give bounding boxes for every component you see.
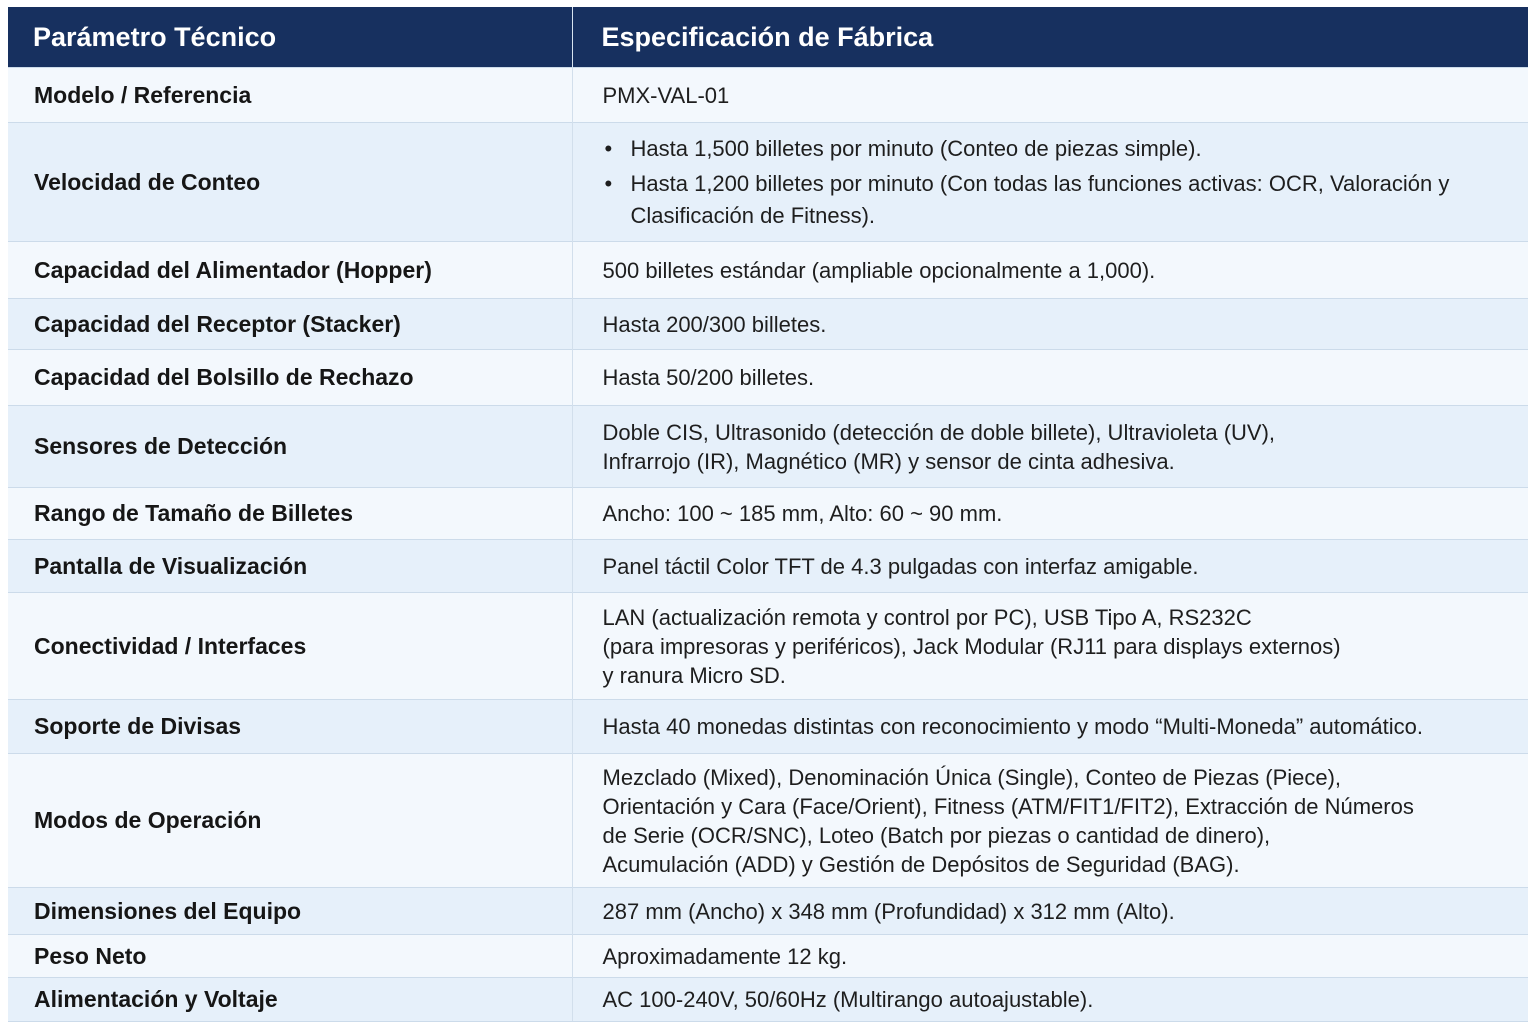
param-cell: Dimensiones del Equipo <box>8 888 572 935</box>
spec-cell <box>572 540 1528 593</box>
spec-text-line: Mezclado (Mixed), Denominación Única (Single), Conteo de Piezas (Piece), <box>602 764 1342 790</box>
spec-bullet-text: Hasta 1,200 billetes por minuto (Con todas las funciones activas: OCR, Valoración y Clasificación de Fitness). <box>630 170 1450 228</box>
spec-text-line: Acumulación (ADD) y Gestión de Depósitos de Seguridad (BAG). <box>602 851 1240 877</box>
param-cell: Modos de Operación <box>8 754 572 888</box>
table-row <box>8 123 1528 242</box>
spec-cell <box>572 68 1528 123</box>
param-cell: Modelo / Referencia <box>8 68 572 123</box>
param-cell: Velocidad de Conteo <box>8 123 572 242</box>
spec-text-line: Orientación y Cara (Face/Orient), Fitness (ATM/FIT1/FIT2), Extracción de Números <box>602 793 1414 819</box>
spec-cell <box>572 350 1528 406</box>
spec-cell <box>572 888 1528 935</box>
spec-table <box>8 7 1528 1022</box>
param-cell: Capacidad del Bolsillo de Rechazo <box>8 350 572 406</box>
table-row <box>8 754 1528 888</box>
param-cell: Pantalla de Visualización <box>8 540 572 593</box>
spec-text-line: Infrarrojo (IR), Magnético (MR) y sensor de cinta adhesiva. <box>602 448 1175 474</box>
table-row <box>8 488 1528 540</box>
spec-bullet-item <box>603 168 1505 232</box>
spec-bullet-item <box>603 133 1505 165</box>
spec-text-line: Hasta 200/300 billetes. <box>602 311 827 337</box>
param-cell: Soporte de Divisas <box>8 700 572 754</box>
param-cell: Rango de Tamaño de Billetes <box>8 488 572 540</box>
table-row <box>8 406 1528 488</box>
spec-cell <box>572 242 1528 299</box>
table-row <box>8 888 1528 935</box>
header-param: Parámetro Técnico <box>8 7 572 68</box>
table-row <box>8 540 1528 593</box>
bullet-icon: • <box>604 135 613 161</box>
spec-cell <box>572 978 1528 1022</box>
spec-text-line: PMX-VAL-01 <box>602 82 730 108</box>
header-spec: Especificación de Fábrica <box>572 7 1528 68</box>
spec-cell <box>572 488 1528 540</box>
param-cell: Peso Neto <box>8 935 572 978</box>
param-cell: Alimentación y Voltaje <box>8 978 572 1022</box>
spec-cell <box>572 754 1528 888</box>
table-row <box>8 242 1528 299</box>
table-row <box>8 593 1528 700</box>
spec-cell <box>572 935 1528 978</box>
spec-text-line: Hasta 40 monedas distintas con reconocimiento y modo “Multi-Moneda” automático. <box>602 714 1424 739</box>
param-cell: Capacidad del Alimentador (Hopper) <box>8 242 572 299</box>
spec-cell <box>572 593 1528 700</box>
spec-text-line: de Serie (OCR/SNC), Loteo (Batch por piezas o cantidad de dinero), <box>602 822 1271 848</box>
spec-text-line: 287 mm (Ancho) x 348 mm (Profundidad) x 312 mm (Alto). <box>602 898 1175 924</box>
spec-text-line: Hasta 50/200 billetes. <box>602 365 815 390</box>
param-cell: Capacidad del Receptor (Stacker) <box>8 299 572 350</box>
param-cell: Sensores de Detección <box>8 406 572 488</box>
spec-text-line: Aproximadamente 12 kg. <box>602 943 848 969</box>
table-row <box>8 700 1528 754</box>
spec-text-line: y ranura Micro SD. <box>602 662 786 688</box>
spec-text-line: Doble CIS, Ultrasonido (detección de doble billete), Ultravioleta (UV), <box>602 419 1276 445</box>
param-cell: Conectividad / Interfaces <box>8 593 572 700</box>
table-row <box>8 299 1528 350</box>
spec-text-line: (para impresoras y periféricos), Jack Modular (RJ11 para displays externos) <box>602 633 1341 659</box>
bullet-icon: • <box>604 170 613 196</box>
spec-cell <box>572 700 1528 754</box>
spec-cell <box>572 123 1528 242</box>
table-body <box>8 68 1528 1022</box>
table-row <box>8 935 1528 978</box>
table-row <box>8 978 1528 1022</box>
spec-text-line: Panel táctil Color TFT de 4.3 pulgadas con interfaz amigable. <box>602 553 1199 579</box>
spec-cell <box>572 406 1528 488</box>
spec-text-line: LAN (actualización remota y control por PC), USB Tipo A, RS232C <box>602 604 1252 630</box>
spec-bullet-list <box>603 133 1505 232</box>
spec-text-line: Ancho: 100 ~ 185 mm, Alto: 60 ~ 90 mm. <box>602 501 1003 526</box>
header-row <box>8 7 1528 68</box>
table-header <box>8 7 1528 68</box>
spec-text-line: 500 billetes estándar (ampliable opcionalmente a 1,000). <box>602 257 1156 283</box>
spec-cell <box>572 299 1528 350</box>
spec-text-line: AC 100-240V, 50/60Hz (Multirango autoajustable). <box>602 987 1094 1012</box>
table-row <box>8 350 1528 406</box>
spec-bullet-text: Hasta 1,500 billetes por minuto (Conteo de piezas simple). <box>630 135 1202 161</box>
table-row <box>8 68 1528 123</box>
